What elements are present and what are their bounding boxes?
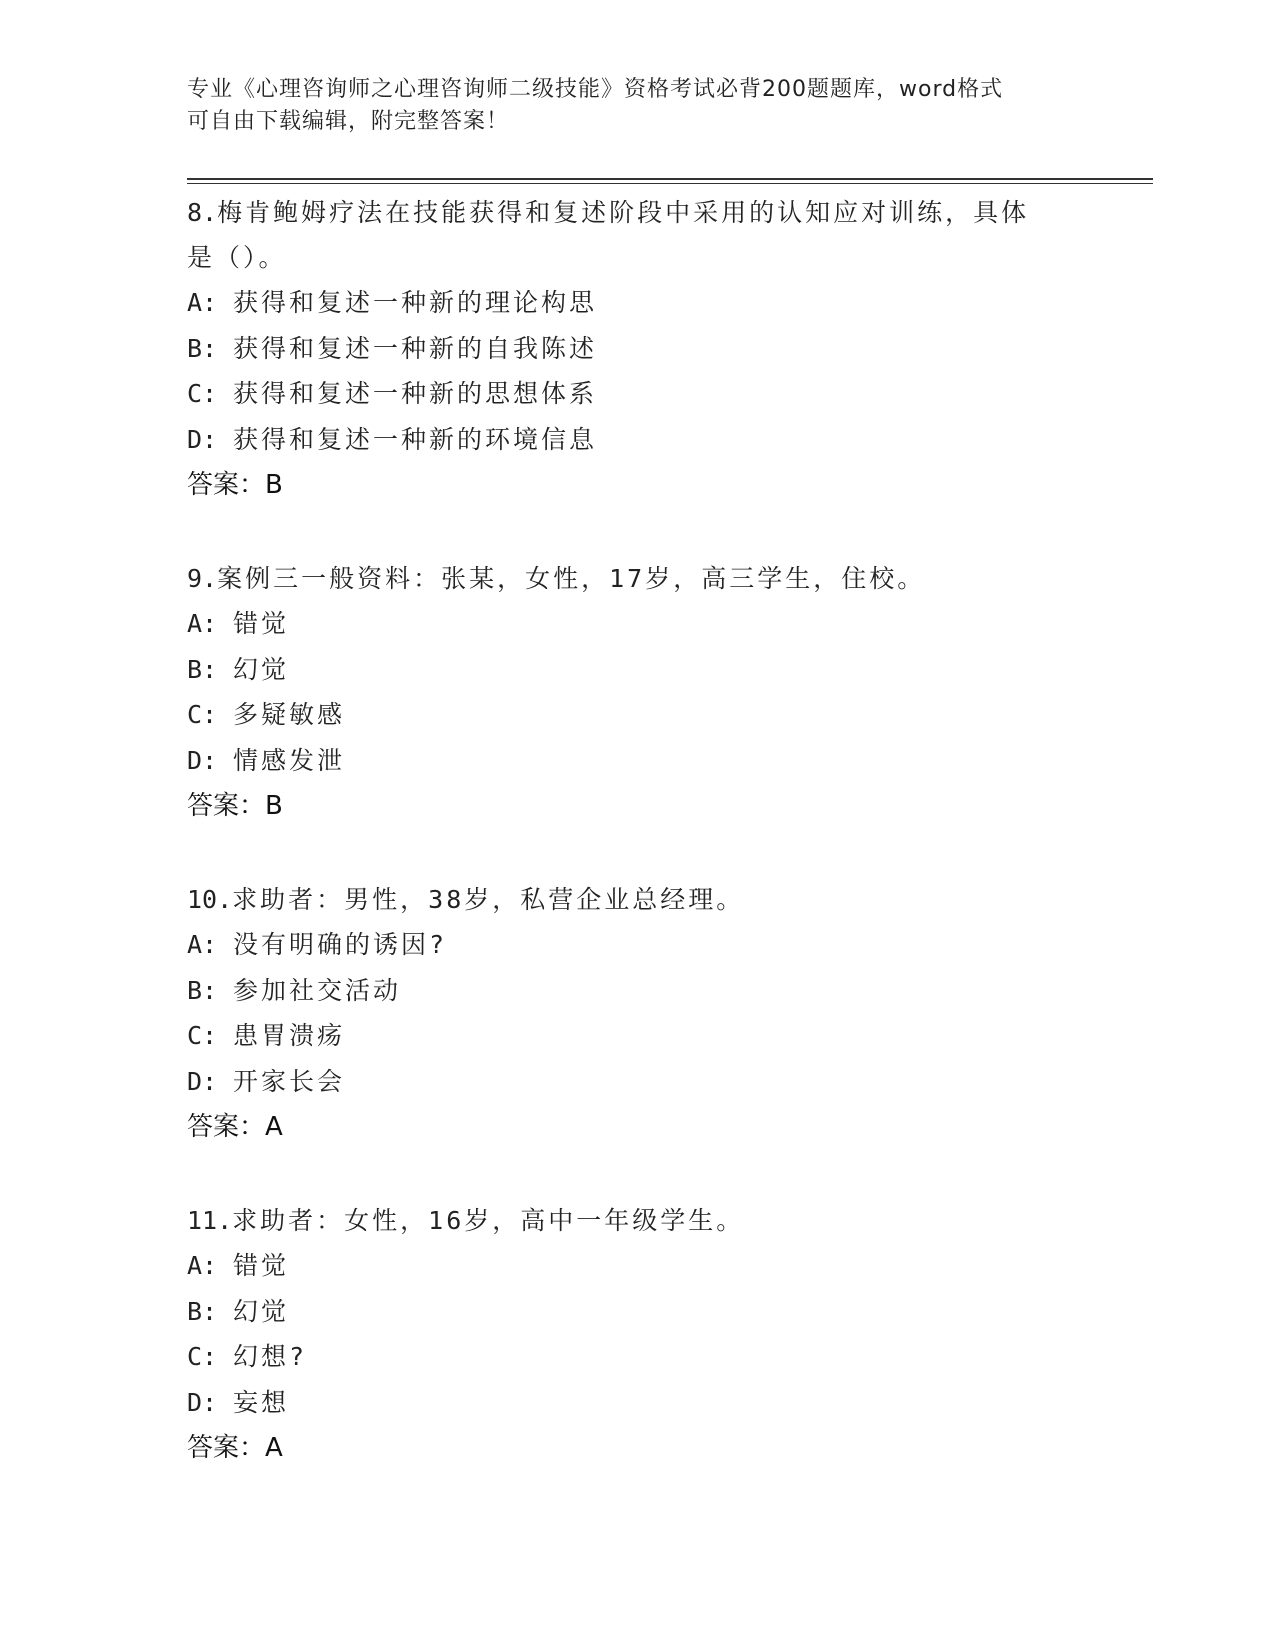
- option-letter: A:: [187, 930, 218, 959]
- question-number: 8.: [187, 198, 218, 227]
- option-letter: C:: [187, 700, 218, 729]
- option-letter: C:: [187, 1021, 218, 1050]
- question-stem-line-1: 求助者：女性，16岁，高中一年级学生。: [232, 1206, 745, 1235]
- answer-line: 答案：A: [187, 1433, 283, 1463]
- document-header: [187, 74, 1067, 138]
- option-text: 获得和复述一种新的思想体系: [233, 379, 598, 408]
- option-letter: B:: [187, 975, 218, 1005]
- option-text: 幻觉: [233, 654, 290, 684]
- option-d: [187, 1059, 1087, 1105]
- header-divider-thick: [187, 178, 1153, 180]
- option-letter: D:: [187, 424, 218, 454]
- option-text: 错觉: [233, 609, 290, 638]
- option-text: 幻想?: [233, 1342, 308, 1371]
- option-a: [187, 601, 1087, 647]
- option-d: [187, 417, 1087, 463]
- option-letter: B:: [187, 654, 218, 684]
- question-stem: [187, 556, 1087, 601]
- option-d: [187, 1380, 1087, 1426]
- question-10: [187, 877, 1087, 1150]
- question-number: 9.: [187, 564, 218, 593]
- question-stem: [187, 877, 1087, 922]
- question-number: 10.: [187, 885, 233, 914]
- answer-line: 答案：B: [187, 470, 283, 500]
- question-8: [187, 190, 1087, 508]
- option-letter: D:: [187, 1066, 218, 1096]
- question-stem-line-1: 案例三一般资料：张某，女性，17岁，高三学生，住校。: [217, 564, 926, 593]
- option-c: [187, 692, 1087, 738]
- option-letter: D:: [187, 745, 218, 775]
- option-d: [187, 738, 1087, 784]
- option-letter: A:: [187, 288, 218, 317]
- option-letter: B:: [187, 333, 218, 363]
- option-text: 获得和复述一种新的环境信息: [233, 424, 598, 454]
- question-stem-line-2: 是（）。: [187, 243, 287, 272]
- option-text: 情感发泄: [233, 745, 346, 775]
- option-b: [187, 647, 1087, 693]
- option-text: 多疑敏感: [233, 700, 346, 729]
- option-c: [187, 1334, 1087, 1380]
- option-text: 幻觉: [233, 1296, 290, 1326]
- option-b: [187, 968, 1087, 1014]
- question-number: 11.: [187, 1206, 233, 1235]
- option-a: [187, 280, 1087, 326]
- question-stem: [187, 190, 1087, 280]
- option-text: 参加社交活动: [233, 975, 402, 1005]
- option-letter: A:: [187, 1251, 218, 1280]
- option-b: [187, 1289, 1087, 1335]
- option-text: 开家长会: [233, 1066, 346, 1096]
- option-b: [187, 326, 1087, 372]
- option-letter: D:: [187, 1387, 218, 1417]
- question-stem: [187, 1198, 1087, 1243]
- option-text: 获得和复述一种新的自我陈述: [233, 333, 598, 363]
- option-text: 患胃溃疡: [233, 1021, 346, 1050]
- answer-line: 答案：A: [187, 1112, 283, 1142]
- option-text: 获得和复述一种新的理论构思: [233, 288, 598, 317]
- option-text: 错觉: [233, 1251, 290, 1280]
- option-letter: C:: [187, 1342, 218, 1371]
- answer-line: 答案：B: [187, 791, 283, 821]
- header-divider-thin: [187, 183, 1153, 184]
- header-line-2: 可自由下载编辑，附完整答案！: [187, 109, 510, 134]
- option-letter: B:: [187, 1296, 218, 1326]
- question-9: [187, 556, 1087, 829]
- option-text: 妄想: [233, 1387, 290, 1417]
- option-a: [187, 1243, 1087, 1289]
- question-11: [187, 1198, 1087, 1471]
- option-letter: C:: [187, 379, 218, 408]
- header-line-1: 专业《心理咨询师之心理咨询师二级技能》资格考试必背200题题库，word格式: [187, 77, 1004, 102]
- question-list: [187, 190, 1087, 1519]
- option-c: [187, 371, 1087, 417]
- option-a: [187, 922, 1087, 968]
- option-text: 没有明确的诱因?: [233, 930, 448, 959]
- question-stem-line-1: 梅肯鲍姆疗法在技能获得和复述阶段中采用的认知应对训练，具体: [217, 198, 1030, 227]
- option-c: [187, 1013, 1087, 1059]
- option-letter: A:: [187, 609, 218, 638]
- question-stem-line-1: 求助者：男性，38岁，私营企业总经理。: [232, 885, 745, 914]
